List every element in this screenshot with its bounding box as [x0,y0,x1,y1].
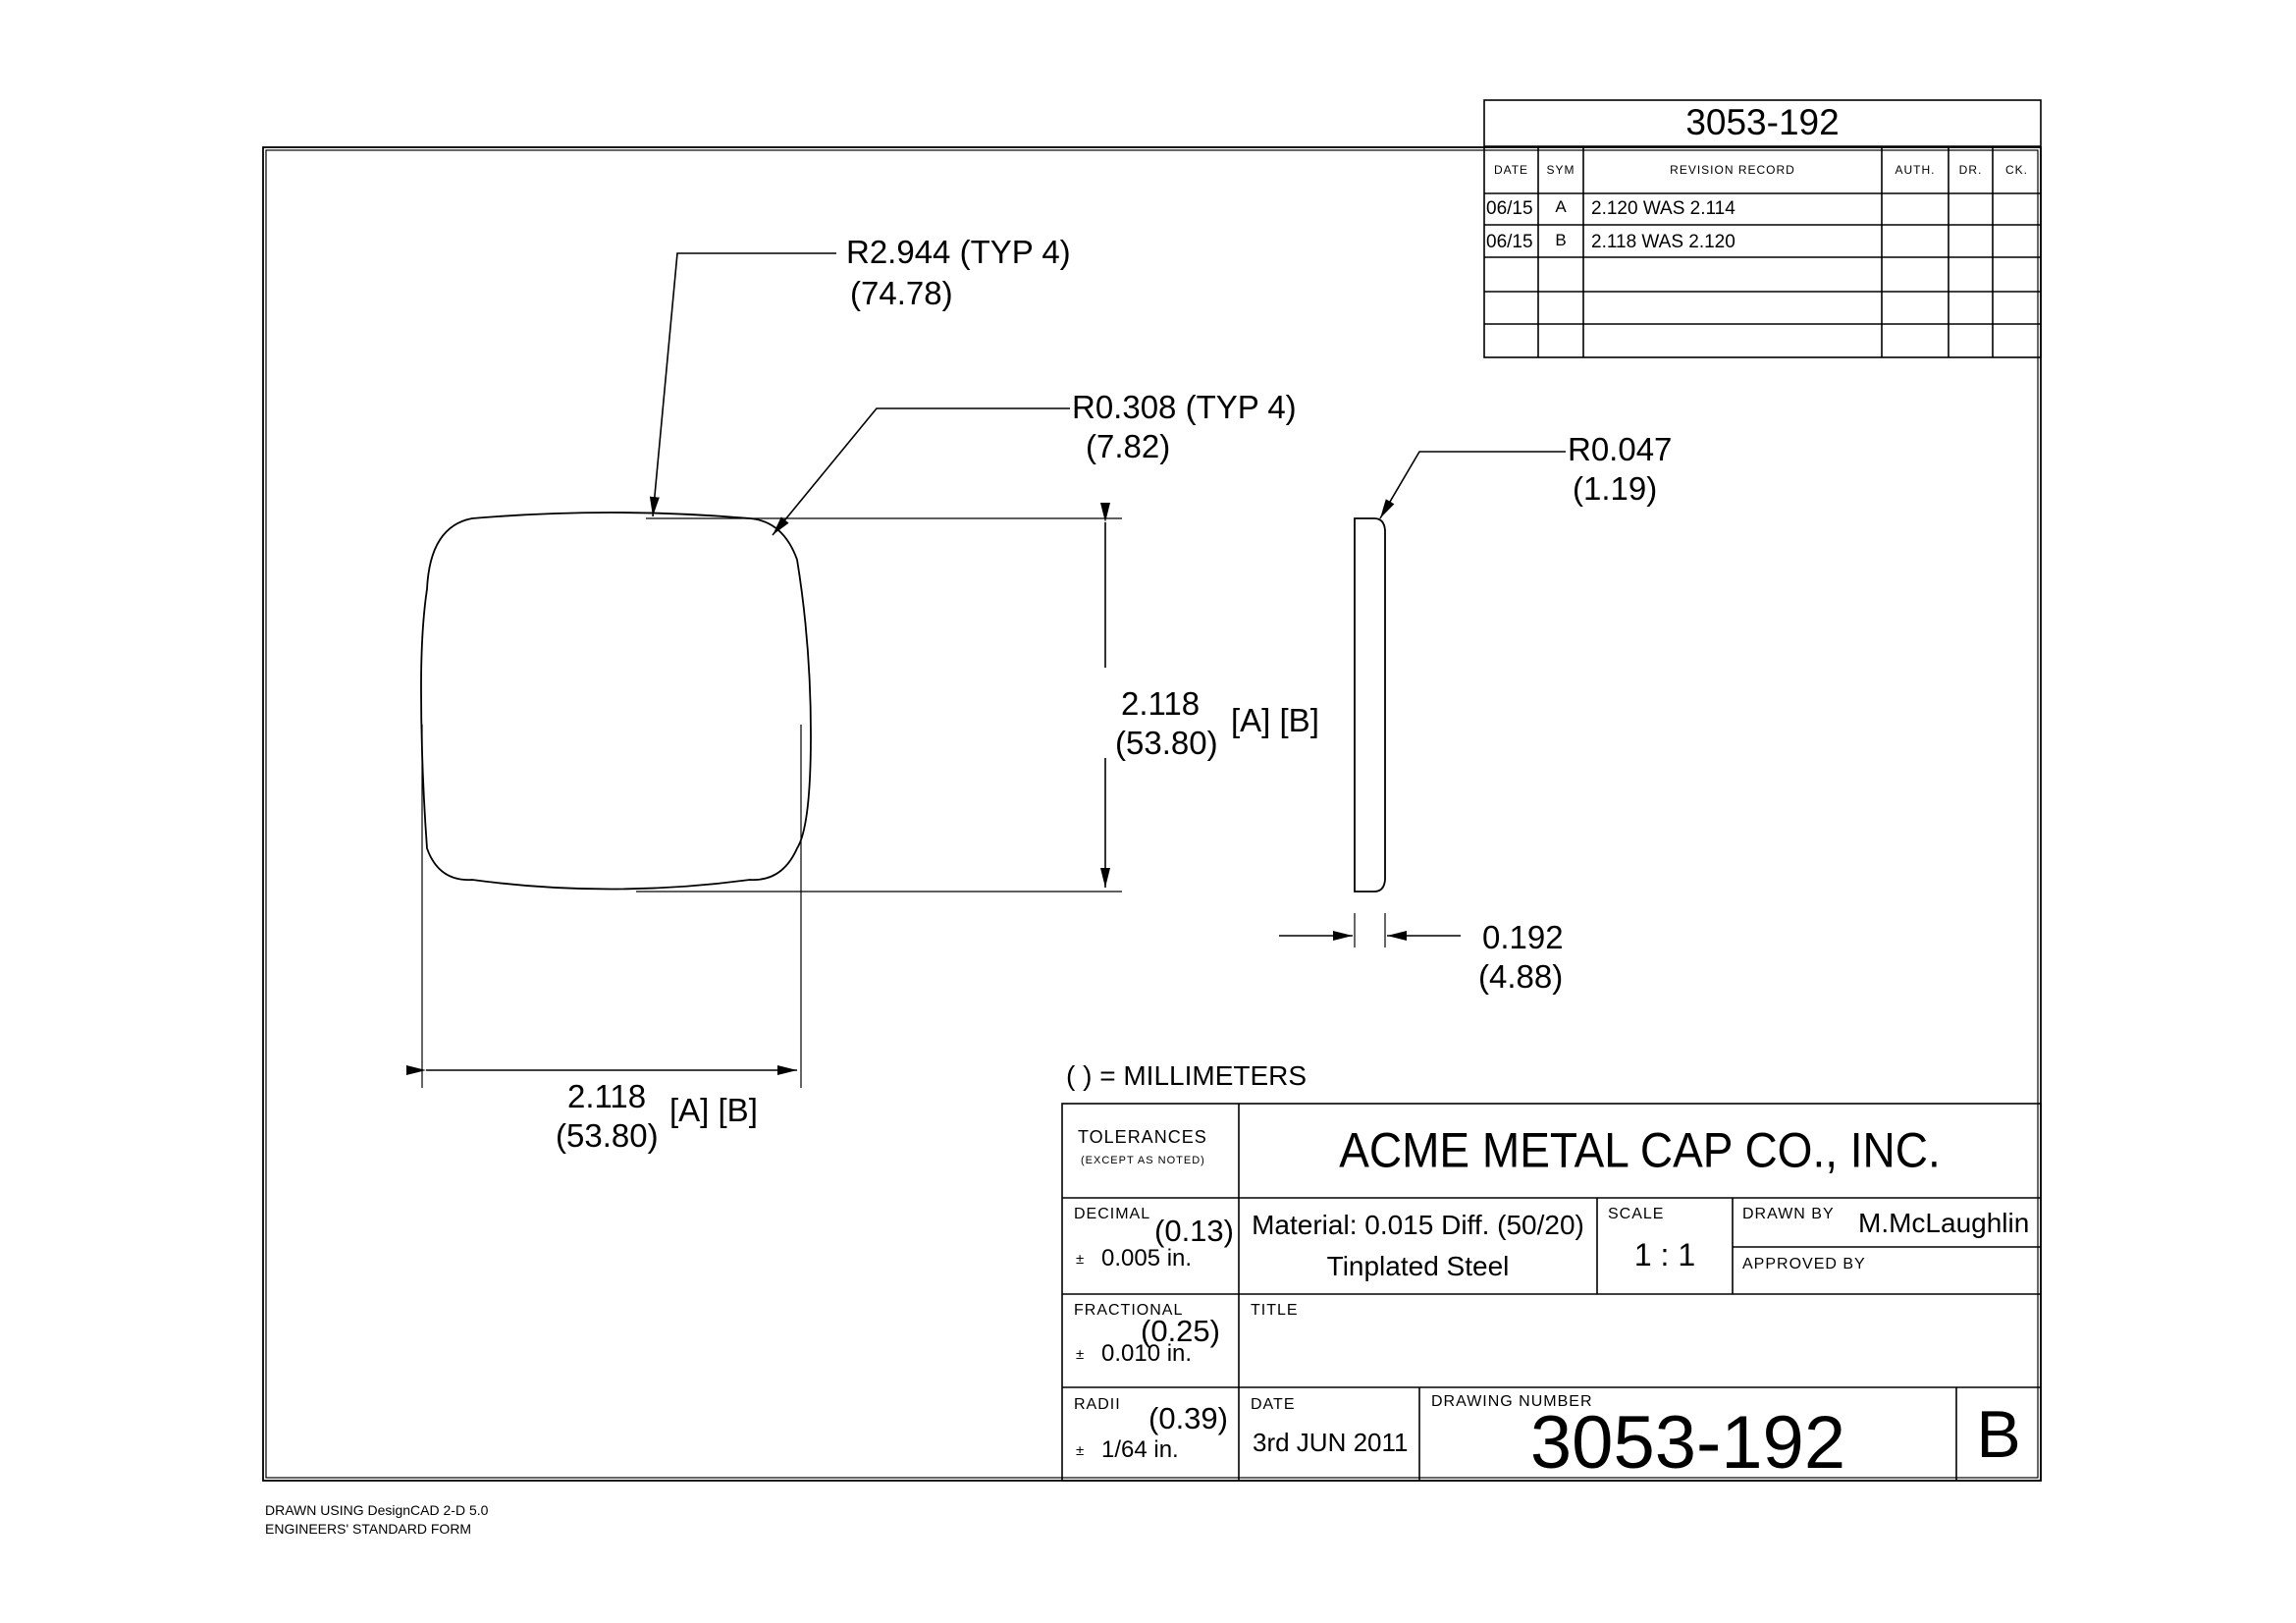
revision-letter: B [1976,1397,2021,1472]
cap-side-view [1355,518,1385,892]
footer-form: ENGINEERS' STANDARD FORM [265,1521,472,1537]
edge-radius-mm: (1.19) [1573,470,1658,507]
fractional-mm: (0.25) [1141,1314,1220,1348]
revision-block-drawing-number: 3053-192 [1685,102,1840,142]
drawn-by: M.McLaughlin [1858,1208,2030,1238]
radii-mm: (0.39) [1148,1401,1228,1435]
rev-row-a-sym: A [1555,197,1567,216]
rev-row-a-record: 2.120 WAS 2.114 [1591,198,1735,219]
drawing-date: 3rd JUN 2011 [1253,1428,1409,1457]
drawn-by-label: DRAWN BY [1742,1206,1835,1222]
rev-header-date: DATE [1493,163,1529,177]
corner-radius-inch: R0.308 (TYP 4) [1072,389,1297,425]
radii-value: 1/64 in. [1101,1436,1179,1463]
company-name: ACME METAL CAP CO., INC. [1339,1121,1941,1178]
rev-header-record: REVISION RECORD [1670,163,1795,177]
footer-software: DRAWN USING DesignCAD 2-D 5.0 [265,1502,489,1518]
height-dim-revs: [A] [B] [1231,702,1319,738]
drawing-number-label: DRAWING NUMBER [1431,1393,1593,1410]
decimal-label: DECIMAL [1074,1206,1151,1222]
fractional-label: FRACTIONAL [1074,1302,1184,1319]
width-dim-inch: 2.118 [567,1078,647,1114]
rev-header-auth: AUTH. [1895,163,1936,177]
drawing-number: 3053-192 [1529,1401,1846,1485]
rev-row-b-record: 2.118 WAS 2.120 [1591,232,1735,252]
units-note: ( ) = MILLIMETERS [1066,1060,1308,1091]
fractional-sign: ± [1076,1346,1085,1363]
height-dim-inch: 2.118 [1121,685,1201,722]
corner-radius-mm: (7.82) [1086,428,1171,464]
width-dim-mm: (53.80) [556,1117,659,1154]
fractional-value: 0.010 in. [1101,1340,1193,1367]
rev-row-b-sym: B [1555,231,1567,249]
decimal-mm: (0.13) [1154,1214,1234,1248]
edge-radius-inch: R0.047 [1568,431,1673,467]
rev-header-dr: DR. [1958,163,1983,177]
tolerances-sub: (EXCEPT AS NOTED) [1081,1155,1205,1166]
approved-by-label: APPROVED BY [1742,1256,1866,1272]
rev-header-sym: SYM [1546,163,1575,177]
decimal-sign: ± [1076,1251,1085,1268]
scale-value: 1 : 1 [1633,1237,1696,1272]
thickness-dim-inch: 0.192 [1482,919,1564,955]
rev-row-b-date: 06/15 [1486,232,1533,252]
rev-header-ck: CK. [2004,163,2028,177]
sheet-border [263,147,2041,1485]
tolerances-label: TOLERANCES [1078,1127,1207,1147]
thickness-dim-mm: (4.88) [1478,958,1564,995]
scale-label: SCALE [1608,1206,1665,1222]
material-line2: Tinplated Steel [1326,1251,1510,1281]
radii-label: RADII [1074,1396,1121,1413]
rev-row-a-date: 06/15 [1486,198,1533,219]
radii-sign: ± [1076,1442,1085,1459]
material-line1: Material: 0.015 Diff. (50/20) [1252,1210,1584,1240]
cap-outline-front-view [421,513,811,890]
date-label: DATE [1251,1396,1296,1413]
title-label: TITLE [1251,1302,1299,1319]
height-dim-mm: (53.80) [1115,725,1218,761]
outer-radius-mm: (74.78) [850,275,953,311]
outer-radius-inch: R2.944 (TYP 4) [846,234,1071,270]
decimal-value: 0.005 in. [1101,1245,1193,1271]
width-dim-revs: [A] [B] [669,1092,758,1128]
